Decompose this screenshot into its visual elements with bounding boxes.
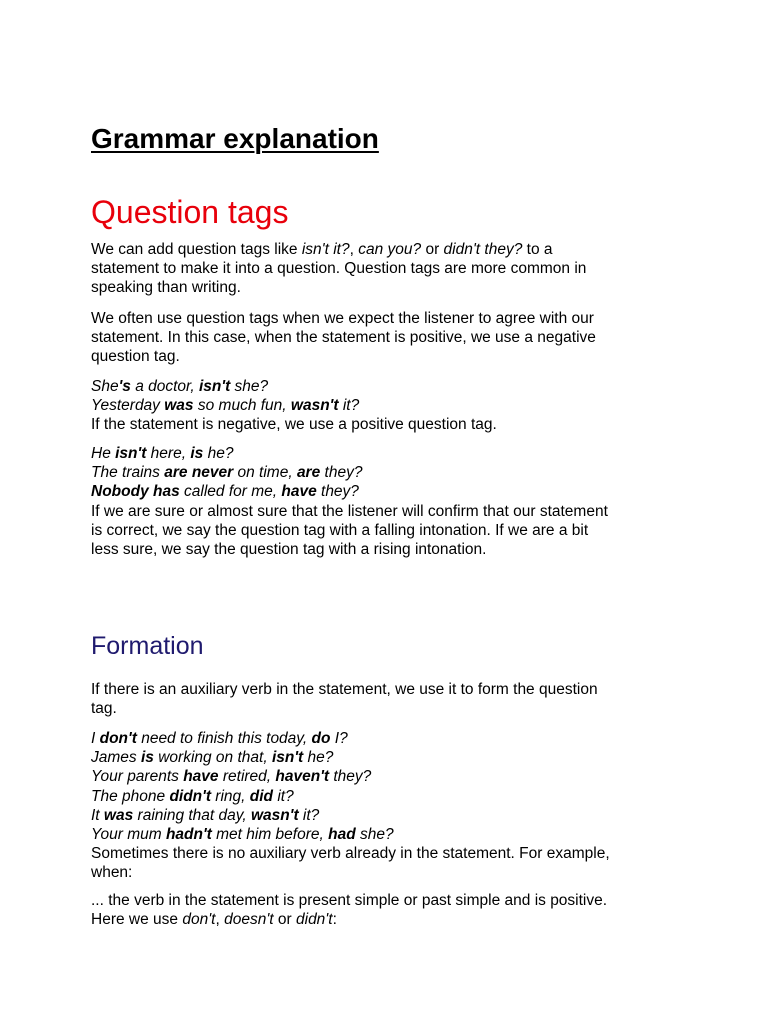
negative-examples-block bbox=[91, 444, 691, 559]
no-auxiliary-line-1: Sometimes there is no auxiliary verb already in the statement. For example, bbox=[91, 845, 610, 863]
section-heading-question-tags: Question tags bbox=[91, 194, 289, 230]
section-heading-formation: Formation bbox=[91, 632, 204, 660]
intro-line-1: We can add question tags like isn't it?, can you? or didn't they? to a bbox=[91, 241, 553, 258]
positive-examples-block bbox=[91, 377, 691, 435]
example-line: It was raining that day, wasn't it? bbox=[91, 806, 320, 824]
example-line: James is working on that, isn't he? bbox=[91, 749, 334, 767]
intonation-line-1: If we are sure or almost sure that the listener will confirm that our statement bbox=[91, 502, 608, 520]
intonation-line-2: is correct, we say the question tag with a falling intonation. If we are a bit bbox=[91, 521, 589, 539]
example-line: Nobody has called for me, have they? bbox=[91, 483, 359, 501]
example-line: Your parents have retired, haven't they? bbox=[91, 768, 372, 786]
positive-statement-paragraph: We often use question tags when we expect the listener to agree with our statement. In this case, when the statement is positive, we use a negative question tag. bbox=[91, 310, 596, 366]
present-simple-line-2: Here we use don't, doesn't or didn't: bbox=[91, 911, 337, 929]
intro-paragraph bbox=[91, 240, 691, 298]
example-line: I don't need to finish this today, do I? bbox=[91, 730, 348, 747]
page-title: Grammar explanation bbox=[91, 123, 379, 154]
example-line: He isn't here, is he? bbox=[91, 445, 234, 462]
example-line: The trains are never on time, are they? bbox=[91, 464, 363, 482]
intro-line-3: speaking than writing. bbox=[91, 279, 241, 297]
auxiliary-intro-paragraph: If there is an auxiliary verb in the statement, we use it to form the question tag. bbox=[91, 681, 598, 718]
formation-examples-block bbox=[91, 729, 691, 883]
intonation-line-3: less sure, we say the question tag with a rising intonation. bbox=[91, 541, 487, 559]
example-line: Your mum hadn't met him before, had she? bbox=[91, 826, 394, 844]
intro-line-2: statement to make it into a question. Question tags are more common in bbox=[91, 260, 587, 278]
no-auxiliary-line-2: when: bbox=[91, 864, 133, 882]
example-line: Yesterday was so much fun, wasn't it? bbox=[91, 397, 360, 415]
negative-statement-intro: If the statement is negative, we use a positive question tag. bbox=[91, 416, 497, 434]
example-line: She's a doctor, isn't she? bbox=[91, 378, 269, 395]
example-line: The phone didn't ring, did it? bbox=[91, 787, 294, 805]
present-simple-paragraph: ... the verb in the statement is present simple or past simple and is positive. Here we use don't, doesn't or didn't: bbox=[91, 891, 691, 929]
